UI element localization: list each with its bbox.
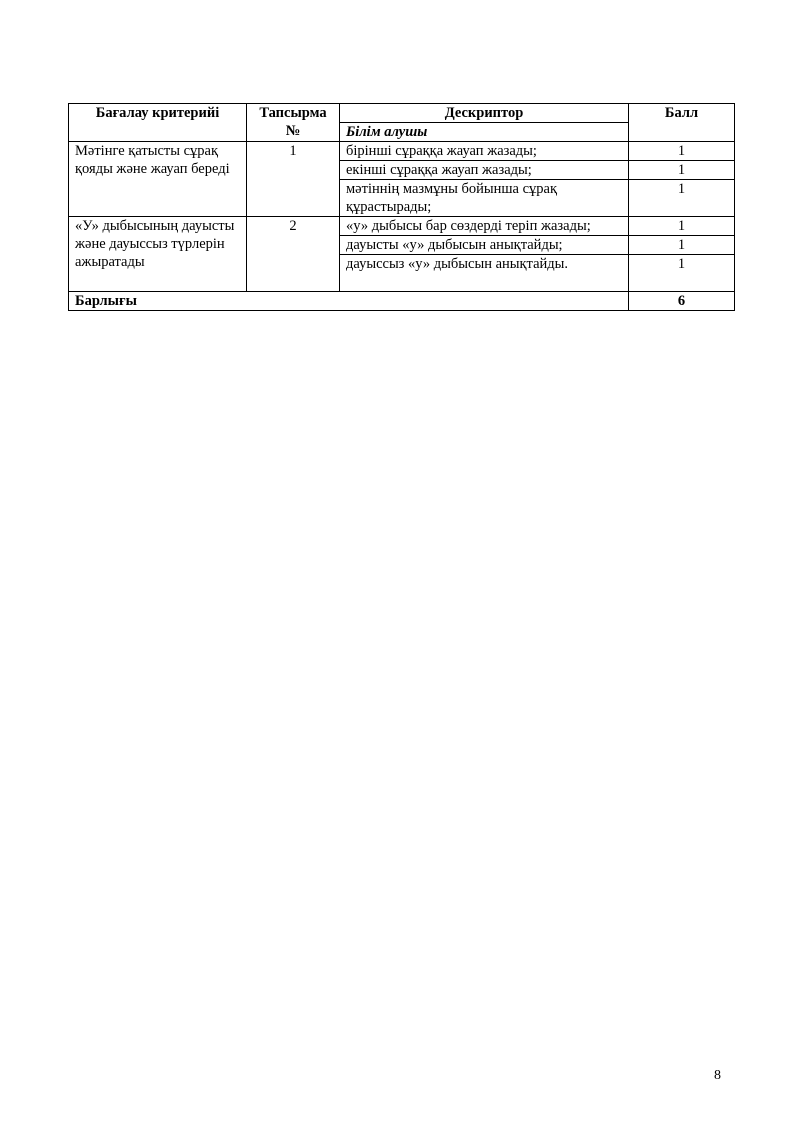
- score-cell: 1: [629, 255, 735, 292]
- descriptor-cell: дауысты «у» дыбысын анықтайды;: [340, 236, 629, 255]
- task-number-cell: 1: [247, 142, 340, 217]
- header-descriptor-sub: Білім алушы: [340, 123, 629, 142]
- score-cell: 1: [629, 217, 735, 236]
- descriptor-cell: дауыссыз «у» дыбысын анықтайды.: [340, 255, 629, 292]
- header-score: Балл: [629, 104, 735, 142]
- total-label: Барлығы: [69, 292, 629, 311]
- criterion-cell: «У» дыбысының дауысты және дауыссыз түрлерін ажыратады: [69, 217, 247, 292]
- descriptor-cell: мәтіннің мазмұны бойынша сұрақ құрастырады;: [340, 180, 629, 217]
- total-row: [69, 292, 735, 311]
- assessment-table: [68, 103, 735, 311]
- descriptor-cell: бірінші сұраққа жауап жазады;: [340, 142, 629, 161]
- header-descriptor: Дескриптор: [340, 104, 629, 123]
- task-number-cell: 2: [247, 217, 340, 292]
- score-cell: 1: [629, 180, 735, 217]
- table-row: [69, 142, 735, 161]
- header-row: [69, 104, 735, 123]
- page-number: 8: [714, 1068, 721, 1083]
- total-score: 6: [629, 292, 735, 311]
- header-criterion: Бағалау критерийі: [69, 104, 247, 142]
- descriptor-cell: «у» дыбысы бар сөздерді теріп жазады;: [340, 217, 629, 236]
- score-cell: 1: [629, 161, 735, 180]
- table-row: [69, 217, 735, 236]
- score-cell: 1: [629, 236, 735, 255]
- score-cell: 1: [629, 142, 735, 161]
- descriptor-cell: екінші сұраққа жауап жазады;: [340, 161, 629, 180]
- header-task: Тапсырма №: [247, 104, 340, 142]
- criterion-cell: Мәтінге қатысты сұрақ қояды және жауап береді: [69, 142, 247, 217]
